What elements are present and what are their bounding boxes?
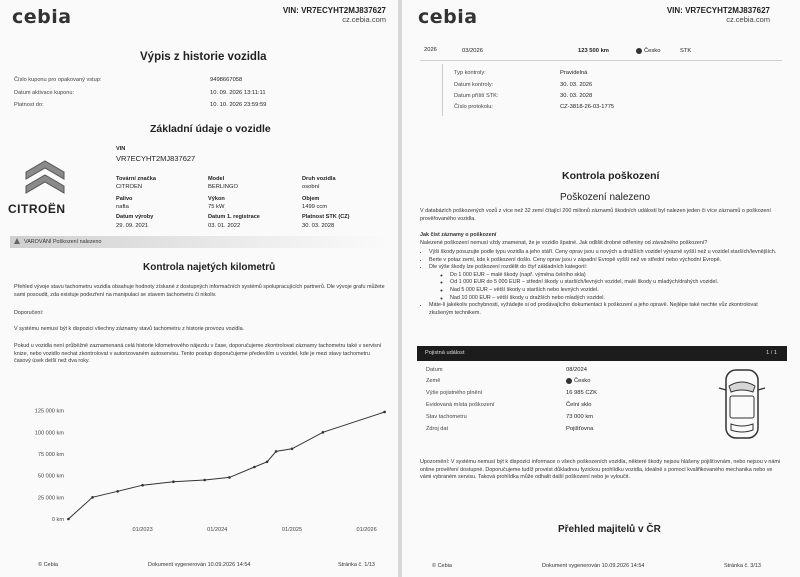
citroen-logo: [4, 156, 86, 218]
model-label: Model: [208, 176, 225, 182]
insurance-event-header: [417, 346, 787, 361]
footer-copyright: © Cebia: [38, 562, 58, 568]
x-tick-label: 01/2023: [132, 527, 153, 533]
vehicle-type-label: Druh vozidla: [302, 176, 336, 182]
vin-header-text: VIN: VR7ECYHT2MJ837627: [666, 6, 770, 15]
bullet-item: • Výši škody posuzujte podle typu vozidla a jeho stáří. Ceny oprav jsou u nových a dražších vozidel výrazně vyšší než u vozidel starších/levnějších.: [429, 249, 782, 257]
mileage-point: [67, 518, 70, 521]
inspection-date-label: Datum kontroly:: [454, 82, 494, 88]
bullet-item: • Dle výše škody lze poškození rozdělit do čtyř základních kategorií:: [429, 264, 782, 272]
recommendation-detail: Pokud u vozidla není průběžně zaznamenaná celá historie kilometrového nájezdu v čase, doporučujeme zkontrolovat záznamy tachometru také v servisní knize, nebo vozidlo nechat zkontrolovat v autorizovaném autoservisu. Tento postup doporučujeme především u vozidel, kde je mezi stavy tachometru časový úsek delší než dva roky.: [14, 343, 382, 365]
mileage-chart: [0, 396, 398, 538]
protocol-label: Číslo protokolu:: [454, 104, 493, 110]
event-country-value: Česko: [574, 378, 591, 384]
mileage-point: [91, 496, 94, 499]
record-date: 03/2026: [462, 48, 483, 54]
power-value: 75 kW: [208, 204, 225, 210]
stk-validity-label: Platnost STK (CZ): [302, 214, 350, 220]
event-payout-value: 16 985 CZK: [566, 390, 597, 396]
x-tick-label: 01/2024: [207, 527, 228, 533]
inspection-type-value: Pravidelná: [560, 70, 588, 76]
cebia-logo: cebia: [418, 6, 478, 28]
y-tick-label: 100 000 km: [34, 430, 64, 437]
event-damage-location-label: Evidovaná místa poškození: [426, 402, 495, 408]
damage-intro: V databázích poškozených vozů z více než 32 zemí čítající 200 milionů záznamů škodních událostí byl nalezen jeden či více záznamů o poškození prověřovaného vozidla.: [420, 208, 771, 222]
mileage-point: [275, 450, 278, 453]
event-counter: 1 / 1: [766, 350, 777, 356]
mileage-point: [383, 411, 386, 414]
mileage-point: [322, 431, 325, 434]
make-value: CITROEN: [116, 184, 143, 190]
howto-intro: Nalezené poškození nemusí vždy znamenat, že je vozidlo špatné. Jak odlišit drobné odřeniny od závažného poškození?: [420, 240, 708, 246]
sub-bullet-item: ◦ Do 1 000 EUR – malé škody (např. výměna čelního skla): [450, 272, 782, 280]
event-damage-location-value: Čelní sklo: [566, 402, 592, 408]
activation-label: Datum aktivace kuponu:: [14, 90, 75, 96]
coupon-label: Číslo kuponu pro opakovaný vstup:: [14, 77, 102, 83]
windshield-icon: [729, 382, 755, 392]
activation-value: 10. 09. 2026 13:11:11: [210, 90, 266, 96]
footer-page-number: Stránka č. 3/13: [724, 563, 761, 569]
first-registration-label: Datum 1. registrace: [208, 214, 260, 220]
record-km: 123 500 km: [578, 48, 609, 54]
vin-value: VR7ECYHT2MJ837627: [116, 154, 196, 163]
model-value: BERLINGO: [208, 184, 238, 190]
mileage-point: [253, 466, 256, 469]
next-stk-label: Datum příští STK:: [454, 93, 499, 99]
site-link[interactable]: cz.cebia.com: [726, 15, 770, 24]
event-odometer-label: Stav tachometru: [426, 414, 467, 420]
sub-bullet-item: ◦ Od 1 000 EUR do 5 000 EUR – střední škody u starších/levných vozidel, malé škody u mladých/drahých vozidel.: [450, 279, 782, 287]
production-date-label: Datum výroby: [116, 214, 154, 220]
validity-label: Platnost do:: [14, 102, 44, 108]
site-link[interactable]: cz.cebia.com: [342, 15, 386, 24]
footer-page-number: Stránka č. 1/13: [338, 562, 375, 568]
fuel-label: Palivo: [116, 196, 133, 202]
recommendation-label: Doporučení:: [14, 310, 44, 316]
mileage-point: [116, 490, 119, 493]
y-tick-label: 125 000 km: [34, 408, 64, 415]
report-page-3: [402, 0, 800, 577]
mileage-intro: Přehled vývoje stavu tachometru vozidla obsahuje hodnoty získané z dostupných informačních systémů spolupracujících partnerů. Dle vývoje grafu můžete sami posoudit, zda existuje podezření na manipulaci se stavem tachometru či nikoliv.: [14, 284, 385, 298]
sub-bullet-item: ◦ Nad 10 000 EUR – větší škody u dražších nebo mladých vozidel.: [450, 295, 782, 303]
x-tick-label: 01/2026: [356, 527, 377, 533]
basic-info-title: Základní údaje o vozidle: [150, 123, 271, 135]
flag-czech-icon: [566, 378, 572, 384]
y-tick-label: 75 000 km: [37, 452, 64, 458]
damage-found-title: Poškození nalezeno: [560, 192, 651, 203]
footer-generated: Dokument vygenerován 10.09.2026 14:54: [148, 562, 251, 568]
record-country: Česko: [644, 48, 661, 54]
divider: [420, 60, 782, 61]
coupon-value: 9498667058: [210, 77, 243, 83]
warning-icon: [14, 238, 20, 244]
mileage-point: [228, 476, 231, 479]
mileage-title: Kontrola najetých kilometrů: [143, 262, 276, 273]
event-source-label: Zdroj dat: [426, 426, 449, 432]
mileage-point: [266, 461, 269, 464]
damage-warning-banner: [10, 236, 390, 248]
cebia-logo: cebia: [12, 6, 72, 28]
vin-label: VIN: [116, 146, 126, 152]
y-tick-label: 25 000 km: [37, 495, 64, 502]
insurance-event-label: Pojistná událost: [425, 350, 465, 356]
mileage-point: [172, 480, 175, 483]
x-tick-label: 01/2025: [281, 527, 303, 533]
mileage-point: [203, 479, 206, 482]
flag-czech-icon: [636, 48, 642, 54]
event-date-value: 08/2024: [566, 367, 587, 373]
event-source-value: Pojišťovna: [566, 426, 594, 432]
displacement-label: Objem: [302, 196, 320, 202]
inspection-date-value: 30. 03. 2026: [560, 82, 593, 88]
event-odometer-value: 73 000 km: [566, 414, 594, 420]
howto-bullets: [420, 249, 782, 317]
vin-header: [667, 6, 770, 24]
event-date-label: Datum: [426, 367, 443, 373]
mileage-point: [141, 484, 144, 487]
vin-header: [283, 6, 386, 24]
make-label: Tovární značka: [116, 176, 156, 182]
bullet-item: • Máte-li jakékoliv pochybnosti, vyžádejte si od prodávajícího dokumentaci k poškození a jeho opravě. Nejlépe také nechte vůz zkontrolovat zkušeným technikem.: [429, 302, 782, 317]
displacement-value: 1499 ccm: [302, 204, 328, 210]
vehicle-type-value: osobní: [302, 184, 320, 190]
mileage-line: [68, 412, 384, 519]
footer-copyright: © Cebia: [432, 563, 452, 569]
fuel-value: nafta: [116, 204, 129, 210]
y-tick-label: 50 000 km: [37, 473, 64, 480]
howto-title: Jak číst záznamy o poškození: [420, 232, 497, 238]
record-year: 2026: [424, 47, 437, 53]
event-payout-label: Výše pojistného plnění: [426, 390, 483, 396]
first-registration-value: 03. 01. 2022: [208, 223, 241, 229]
notice-text: Upozornění: V systému nemusí být k dispozici informace o všech poškozeních vozidla, některé škody nejsou hlášeny pojišťovnám, nebo nejsou v námi online prověření dostupné. Doporučujeme tudíž provést důkladnou fyzickou prohlídku vozidla, ideálně s pomocí kvalifikovaného mechanika nebo ve vámi vybraném servisu. Taková prohlídka může odhalit další poškození nebo je vyloučit.: [420, 459, 781, 481]
y-tick-label: 0 km: [51, 517, 64, 523]
damage-check-title: Kontrola poškození: [562, 170, 660, 182]
next-stk-value: 30. 03. 2028: [560, 93, 593, 99]
bullet-item: • Berte v potaz zemi, kde k poškození došlo. Ceny oprav jsou v západní Evropě vyšší než ve střední nebo východní Evropě.: [429, 257, 782, 265]
protocol-value: CZ-3818-26-03-1775: [560, 104, 615, 110]
validity-value: 10. 10. 2026 23:59:59: [210, 102, 267, 108]
vin-header-text: VIN: VR7ECYHT2MJ837627: [282, 6, 386, 15]
stk-validity-value: 30. 03. 2028: [302, 223, 335, 229]
power-label: Výkon: [208, 196, 225, 202]
report-page-1: [0, 0, 398, 577]
warning-text: VAROVÁNÍ Poškození nalezeno: [24, 239, 102, 245]
record-type: STK: [680, 48, 692, 54]
citroen-wordmark: CITROËN: [8, 202, 66, 216]
production-date-value: 29. 09. 2021: [116, 223, 149, 229]
sub-bullet-item: ◦ Nad 5 000 EUR – větší škody u starších nebo levných vozidel.: [450, 287, 782, 295]
car-damage-diagram: [712, 364, 772, 444]
owners-title: Přehled majitelů v ČR: [558, 524, 661, 535]
event-country-label: Země: [426, 378, 441, 384]
mileage-point: [291, 448, 294, 451]
page-title: Výpis z historie vozidla: [140, 51, 267, 63]
footer-generated: Dokument vygenerován 10.09.2026 14:54: [542, 563, 645, 569]
recommendation-text: V systému nemusí být k dispozici všechny záznamy stavů tachometru z historie provozu vozidla.: [14, 326, 245, 332]
inspection-type-label: Typ kontroly:: [454, 70, 486, 76]
